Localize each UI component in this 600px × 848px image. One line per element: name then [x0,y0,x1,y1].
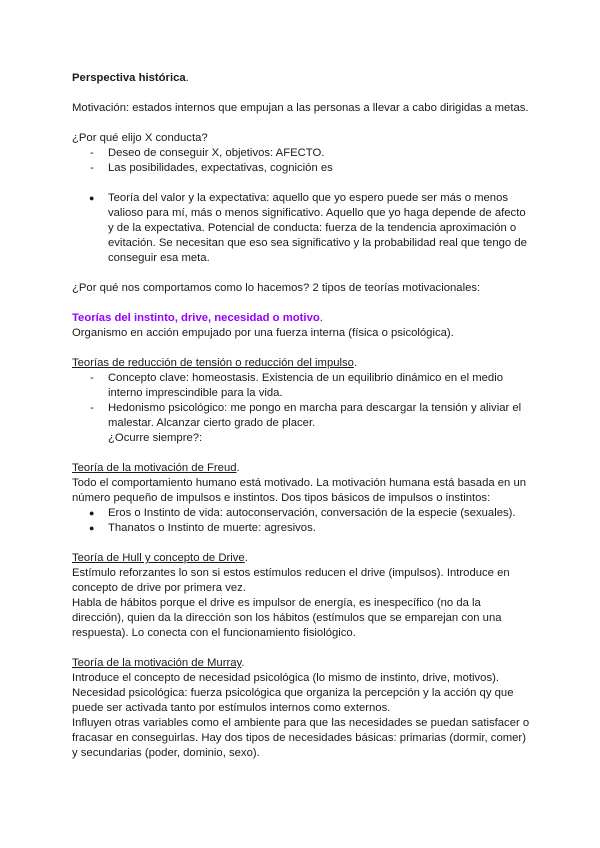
list-item-text: Teoría del valor y la expectativa: aquello que yo espero puede ser más o menos valioso para mí, más o menos significativo. Aquello que yo haga depende de afecto y de la expectativa. Potencial de conducta: fuerza de la tendencia aproximación o evitación. Se necesitan que eso sea significativo y la probabilidad real que tengo de conseguir esa meta. [108,192,527,264]
heading-dot: . [353,357,358,369]
list-item-text: Deseo de conseguir X, objetivos: AFECTO. [108,147,325,159]
list-item [72,506,532,521]
dash-mark: - [90,147,94,159]
heading-dot: . [236,462,240,474]
list-item-continuation: ¿Ocurre siempre?: [108,432,203,444]
murray-title: Teoría de la motivación de Murray [72,657,242,669]
dash-mark: - [90,402,94,414]
hull-paragraph-2: Habla de hábitos porque el drive es impulsor de energía, es inespecífico (no da la dirección), quien da la dirección son los hábitos (estímulos que se emparejan con una respuesta). Lo conecta con el funcionamiento fisiológico. [72,597,502,639]
heading-dot: . [241,657,245,669]
list-item [72,401,532,431]
murray-paragraph-3: Influyen otras variables como el ambiente para que las necesidades se puedan satisfacer o fracasar en conseguirlas. Hay dos tipos de necesidades básicas: primarias (dormir, comer) y secundarias (poder, dominio, sexo). [72,717,530,759]
hull-title: Teoría de Hull y concepto de Drive [72,552,245,564]
instinct-theories-title: Teorías del instinto, drive, necesidad o motivo [72,312,320,324]
list-item-text: Concepto clave: homeostasis. Existencia de un equilibrio dinámico en el medio interno imprescindible para la vida. [108,372,503,399]
list-item-text: Eros o Instinto de vida: autoconservación, conversación de la especie (sexuales). [108,507,516,519]
document-body [72,71,532,761]
dash-mark: - [90,162,94,174]
murray-heading [72,656,532,671]
dash-mark: - [90,372,94,384]
instinct-theories-text: Organismo en acción empujado por una fuerza interna (física o psicológica). [72,327,454,339]
freud-heading [72,461,532,476]
freud-text: Todo el comportamiento humano está motivado. La motivación humana está basada en un número pequeño de impulsos e instintos. Dos tipos básicos de impulsos o instintos: [72,477,527,504]
reduction-theories-heading [72,356,532,371]
bullet-mark: ● [89,523,95,533]
list-item [72,191,532,266]
question-1: ¿Por qué elijo X conducta? [72,132,208,144]
question-2: ¿Por qué nos comportamos como lo hacemos? 2 tipos de teorías motivacionales: [72,282,481,294]
instinct-theories-heading [72,311,532,326]
heading-dot: . [319,312,323,324]
murray-paragraph-2: Necesidad psicológica: fuerza psicológica que organiza la percepción y la acción qy que puede ser activada tanto por estímulos internos como externos. [72,687,514,714]
murray-paragraph-1: Introduce el concepto de necesidad psicológica (lo mismo de instinto, drive, motivos). [72,672,499,684]
list-item [72,146,532,161]
list-item-text: Las posibilidades, expectativas, cognición es [108,162,333,174]
bullet-mark: ● [89,193,95,203]
motivation-definition: Motivación: estados internos que empujan a las personas a llevar a cabo dirigidas a metas. [72,102,529,114]
section-heading [72,71,532,86]
heading-dot: . [244,552,248,564]
list-item-text: Thanatos o Instinto de muerte: agresivos. [108,522,316,534]
hull-paragraph-1: Estímulo reforzantes lo son si estos estímulos reducen el drive (impulsos). Introduce en concepto de drive por primera vez. [72,567,510,594]
bullet-mark: ● [89,508,95,518]
heading-dot: . [185,72,189,84]
list-item [72,161,532,176]
freud-title: Teoría de la motivación de Freud [72,462,237,474]
list-item-text: Hedonismo psicológico: me pongo en marcha para descargar la tensión y aliviar el malestar. Alcanzar cierto grado de placer. [108,402,522,429]
heading-title: Perspectiva histórica [72,72,186,84]
list-item [72,521,532,536]
list-item [72,371,532,401]
reduction-theories-title: Teorías de reducción de tensión o reducción del impulso [72,357,354,369]
hull-heading [72,551,532,566]
